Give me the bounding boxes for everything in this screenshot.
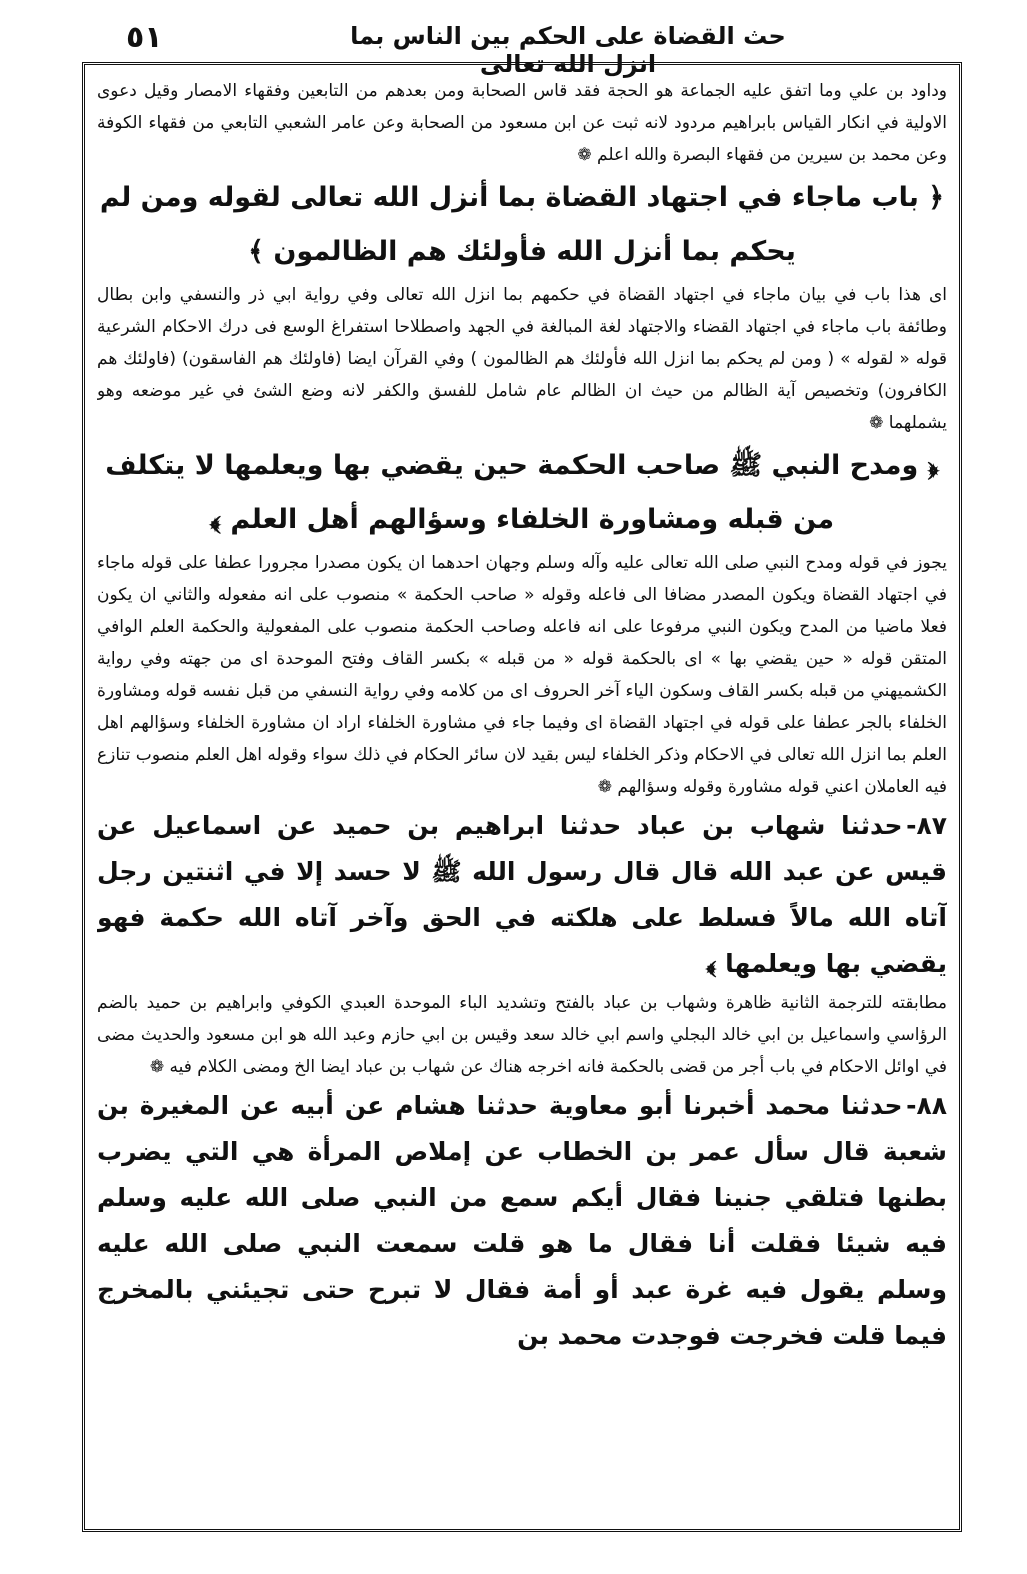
hadith-88-text: حدثنا محمد أخبرنا أبو معاوية حدثنا هشام عن أبيه عن المغيرة بن شعبة قال سأل عمر بن الخطاب عن إملاص المرأة هي التي يضرب بطنها فتلقي جنينا فقال أيكم سمع من النبي صلى الله عليه وسلم فيه شيئا فقلت أنا فقال ما هو قلت سمعت النبي صلى الله عليه وسلم يقول فيه غرة عبد أو أمة فقال لا تبرح حتى تجيئني بالمخرج فيما قلت فخرجت فوجدت محمد بن: [97, 1091, 947, 1350]
sub-heading: ﴿ ومدح النبي ﷺ صاحب الحكمة حين يقضي بها ويعلمها لا يتكلف من قبله ومشاورة الخلفاء وسؤالهم أهل العلم ﴾: [105, 450, 939, 535]
page-number: ٥١: [126, 20, 163, 55]
paragraph-commentary-subheading: يجوز في قوله ومدح النبي صلى الله تعالى عليه وآله وسلم وجهان احدهما ان يكون مصدرا مجرورا عطفا على قوله ماجاء في اجتهاد القضاة ويكون المصدر مضافا الى فاعله وقوله « صاحب الحكمة » منصوب على انه مفعوله والثاني ان يكون فعلا ماضيا من المدح ويكون النبي مرفوعا على انه فاعله وصاحب الحكمة منصوب على المفعولية والحكمة العلم الوافي المتقن قوله « حين يقضي بها » اى بالحكمة قوله « من قبله » بكسر القاف وفتح الموحدة اى من جهته وفي رواية الكشميهني من قبله بكسر القاف وسكون الياء آخر الحروف اى من كلامه وفي رواية النسفي من قبل نفسه قوله ومشاورة الخلفاء بالجر عطفا على قوله في اجتهاد القضاة اى وفيما جاء في مشاورة الخلفاء اراد ان مشاورة الخلفاء وسؤالهم اهل العلم بما انزل الله تعالى في الاحكام وذكر الخلفاء ليس بقيد لان سائر الحكام في ذلك سواء وقوله اهل العلم منصوب تنازع فيه العاملان اعني قوله مشاورة وقوله وسؤالهم ❁: [97, 553, 947, 797]
hadith-number-88: ٨٨: [916, 1091, 947, 1120]
text-frame: [82, 62, 962, 1532]
chapter-heading: ﴿ باب ماجاء في اجتهاد القضاة بما أنزل الله تعالى لقوله ومن لم يحكم بما أنزل الله فأولئك هم الظالمون ﴾: [99, 182, 945, 267]
hadith-number-87: ٨٧: [916, 811, 947, 840]
page-header: [88, 12, 968, 78]
paragraph-commentary-87: مطابقته للترجمة الثانية ظاهرة وشهاب بن عباد بالفتح وتشديد الباء الموحدة العبدي الكوفي وابراهيم بن حميد بالضم الرؤاسي واسماعيل بن ابي خالد البجلي واسم ابي خالد سعد وقيس بن ابي حازم وعبد الله هو ابن مسعود والحديث مضى في اوائل الاحكام في باب أجر من قضى بالحكمة فانه اخرجه هناك عن شهاب بن عباد ايضا الخ ومضى الكلام فيه ❁: [97, 993, 947, 1077]
paragraph-opening: وداود بن علي وما اتفق عليه الجماعة هو الحجة فقد قاس الصحابة ومن بعدهم من التابعين وفقهاء الامصار وقيل دعوى الاولية في انكار القياس بابراهيم مردود لانه ثبت عن ابن مسعود من الصحابة وعن عامر الشعبي التابعي من فقهاء الكوفة وعن محمد بن سيرين من فقهاء البصرة والله اعلم ❁: [97, 81, 947, 165]
text-body: [97, 75, 947, 1519]
paragraph-commentary-heading: اى هذا باب في بيان ماجاء في اجتهاد القضاة في حكمهم بما انزل الله تعالى وفي رواية ابي ذر والنسفي وابن بطال وطائفة باب ماجاء في اجتهاد القضاء والاجتهاد لغة المبالغة في الجهد واصطلاحا استفراغ الوسع فى درك الاحكام الشرعية قوله « لقوله » ( ومن لم يحكم بما انزل الله فأولئك هم الظالمون ) وفي القرآن ايضا (فاولئك هم الفاسقون) (فاولئك هم الكافرون) وتخصيص آية الظالم من حيث ان الظالم عام شامل للفسق والكفر لانه وضع الشئ في غير موضعه وهو يشملهما ❁: [97, 285, 947, 433]
running-title: حث القضاة على الحكم بين الناس بما انزل الله تعالى: [350, 22, 786, 78]
hadith-87-text: حدثنا شهاب بن عباد حدثنا ابراهيم بن حميد عن اسماعيل عن قيس عن عبد الله قال قال رسول الله ﷺ لا حسد إلا في اثنتين رجل آتاه الله مالاً فسلط على هلكته في الحق وآخر آتاه الله حكمة فهو يقضي بها ويعلمها ﴾: [97, 811, 947, 978]
hadith-87: ٨٧-حدثنا شهاب بن عباد حدثنا ابراهيم بن حميد عن اسماعيل عن قيس عن عبد الله قال قال رسول الله ﷺ لا حسد إلا في اثنتين رجل آتاه الله مالاً فسلط على هلكته في الحق وآخر آتاه الله حكمة فهو يقضي بها ويعلمها ﴾: [97, 811, 947, 978]
hadith-88: ٨٨-حدثنا محمد أخبرنا أبو معاوية حدثنا هشام عن أبيه عن المغيرة بن شعبة قال سأل عمر بن الخطاب عن إملاص المرأة هي التي يضرب بطنها فتلقي جنينا فقال أيكم سمع من النبي صلى الله عليه وسلم فيه شيئا فقلت أنا فقال ما هو قلت سمعت النبي صلى الله عليه وسلم يقول فيه غرة عبد أو أمة فقال لا تبرح حتى تجيئني بالمخرج فيما قلت فخرجت فوجدت محمد بن: [97, 1091, 947, 1350]
